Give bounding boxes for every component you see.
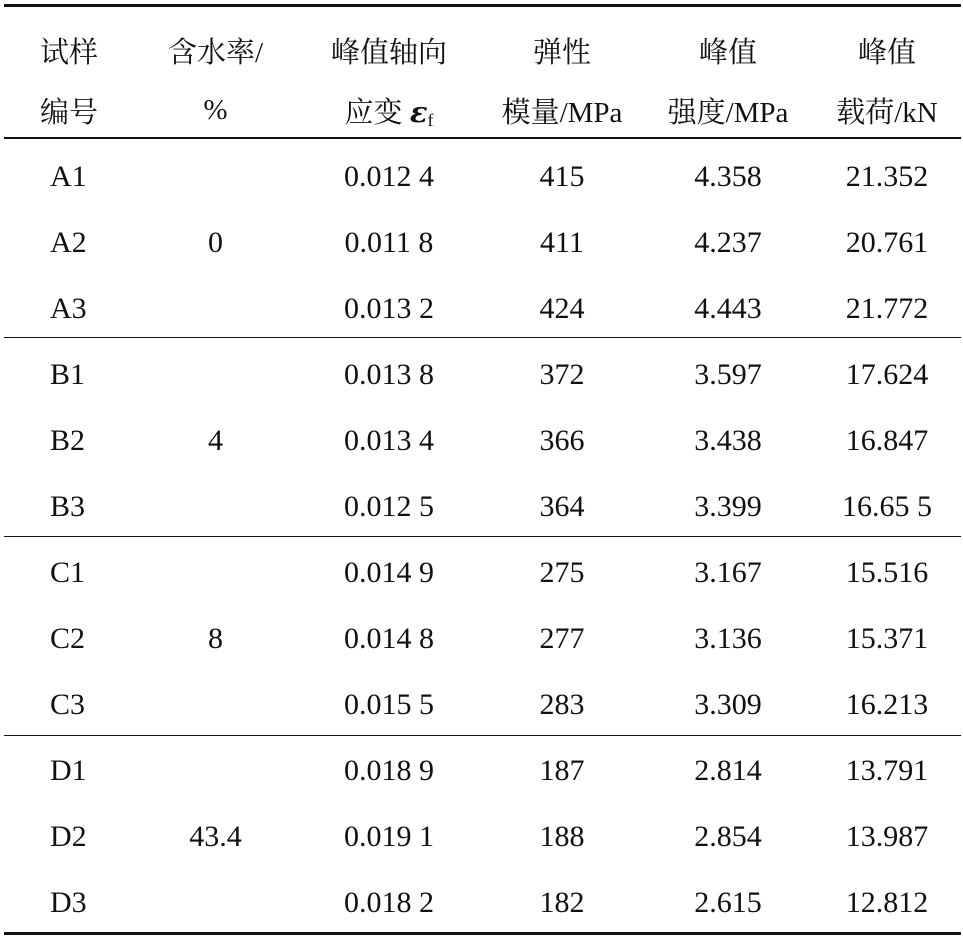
header-elastic-modulus-line1: 弹性 [532, 36, 591, 69]
header-row-bottom [4, 84, 961, 144]
peak-load-cell: 12.812 [845, 886, 929, 919]
specimen-id-cell: A3 [50, 292, 87, 325]
peak-strength-cell: 2.814 [694, 754, 762, 787]
peak-strength-cell: 3.309 [694, 688, 762, 721]
header-peak-load-line2: 载荷/kN [836, 96, 938, 129]
header-peak-strain-line2 [297, 84, 481, 144]
peak-strength-cell: 4.443 [694, 292, 762, 325]
table-row [4, 540, 961, 606]
elastic-modulus-cell: 415 [539, 160, 585, 193]
specimen-id-cell: D3 [50, 886, 87, 919]
peak-load-cell: 15.371 [845, 622, 929, 655]
peak-strength-cell: 2.854 [694, 820, 762, 853]
elastic-modulus-cell: 283 [539, 688, 585, 721]
results-table [4, 4, 961, 936]
table-header [4, 4, 961, 144]
peak-strength-cell: 3.167 [694, 556, 762, 589]
peak-strength-cell: 3.438 [694, 424, 762, 457]
header-peak-load-line1: 峰值 [857, 36, 916, 69]
elastic-modulus-cell: 366 [539, 424, 585, 457]
table-row [4, 342, 961, 408]
peak-load-cell: 17.624 [845, 358, 929, 391]
specimen-id-cell: C1 [50, 556, 86, 589]
peak-load-cell: 21.352 [845, 160, 929, 193]
header-peak-strain-line1: 峰值轴向 [330, 36, 447, 69]
specimen-id-cell: D2 [50, 820, 87, 853]
elastic-modulus-cell: 424 [539, 292, 585, 325]
peak-strain-cell: 0.012 4 [344, 160, 434, 193]
water-content-cell: 8 [208, 622, 223, 655]
peak-load-cell: 20.761 [845, 226, 929, 259]
peak-strain-cell: 0.015 5 [344, 688, 434, 721]
header-peak-strain-text: 应变 [344, 96, 403, 129]
specimen-id-cell: C2 [50, 622, 86, 655]
peak-load-cell: 16.65 5 [842, 490, 932, 523]
peak-load-cell: 16.847 [845, 424, 929, 457]
peak-load-cell: 16.213 [845, 688, 929, 721]
peak-strain-cell: 0.019 1 [344, 820, 434, 853]
peak-strength-cell: 3.399 [694, 490, 762, 523]
peak-load-cell: 13.791 [845, 754, 929, 787]
peak-strain-cell: 0.011 8 [344, 226, 434, 259]
header-specimen-id-line2: 编号 [39, 96, 98, 129]
table-body [4, 144, 961, 936]
peak-strength-cell: 2.615 [694, 886, 762, 919]
header-water-content-line2: % [203, 93, 228, 126]
specimen-id-cell: D1 [50, 754, 87, 787]
header-peak-strength-line1: 峰值 [698, 36, 757, 69]
peak-strain-cell: 0.018 9 [344, 754, 434, 787]
specimen-id-cell: A1 [50, 160, 87, 193]
specimen-id-cell: A2 [50, 226, 87, 259]
peak-strain-cell: 0.018 2 [344, 886, 434, 919]
peak-strain-cell: 0.014 9 [344, 556, 434, 589]
header-water-content-line1: 含水率/ [167, 36, 264, 69]
specimen-id-cell: B3 [50, 490, 86, 523]
header-peak-strength-line2: 强度/MPa [667, 96, 789, 129]
peak-strength-cell: 4.358 [694, 160, 762, 193]
peak-strength-cell: 4.237 [694, 226, 762, 259]
peak-load-cell: 21.772 [845, 292, 929, 325]
water-content-cell: 4 [208, 424, 223, 457]
peak-load-cell: 13.987 [845, 820, 929, 853]
specimen-id-cell: C3 [50, 688, 86, 721]
specimen-id-cell: B2 [50, 424, 86, 457]
elastic-modulus-cell: 411 [540, 226, 584, 259]
elastic-modulus-cell: 372 [539, 358, 585, 391]
water-content-cell: 43.4 [189, 820, 242, 853]
elastic-modulus-cell: 187 [539, 754, 585, 787]
peak-strength-cell: 3.136 [694, 622, 762, 655]
specimen-id-cell: B1 [50, 358, 86, 391]
peak-strain-cell: 0.013 2 [344, 292, 434, 325]
header-row-top [4, 4, 961, 84]
peak-strain-cell: 0.013 8 [344, 358, 434, 391]
header-specimen-id-line1: 试样 [39, 36, 98, 69]
elastic-modulus-cell: 275 [539, 556, 585, 589]
water-content-cell: 0 [208, 226, 223, 259]
peak-load-cell: 15.516 [845, 556, 929, 589]
header-elastic-modulus-line2: 模量/MPa [501, 96, 623, 129]
epsilon-symbol: ε [409, 94, 428, 129]
table-row [4, 144, 961, 210]
peak-strain-cell: 0.013 4 [344, 424, 434, 457]
peak-strain-cell: 0.012 5 [344, 490, 434, 523]
elastic-modulus-cell: 277 [539, 622, 585, 655]
peak-strain-cell: 0.014 8 [344, 622, 434, 655]
table-row [4, 738, 961, 804]
elastic-modulus-cell: 182 [539, 886, 585, 919]
epsilon-subscript: f [427, 109, 434, 130]
elastic-modulus-cell: 188 [539, 820, 585, 853]
peak-strength-cell: 3.597 [694, 358, 762, 391]
elastic-modulus-cell: 364 [539, 490, 585, 523]
